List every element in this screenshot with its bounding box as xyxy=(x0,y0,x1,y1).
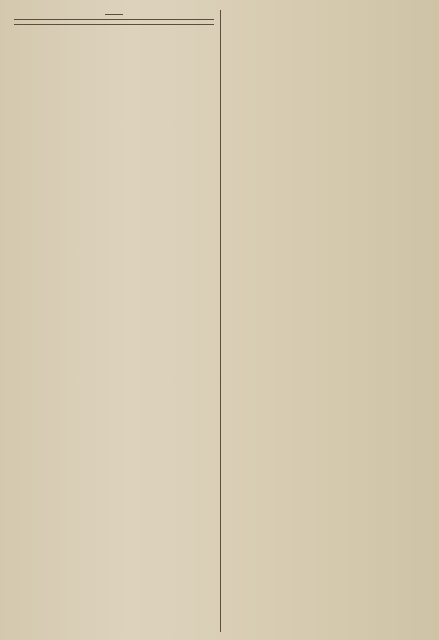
page-columns xyxy=(10,10,431,632)
column-divider xyxy=(220,10,221,632)
section-rule-bottom xyxy=(14,24,214,25)
left-column xyxy=(10,10,218,632)
right-column xyxy=(223,10,431,632)
notice-separator xyxy=(105,14,123,15)
section-rule xyxy=(14,19,214,20)
